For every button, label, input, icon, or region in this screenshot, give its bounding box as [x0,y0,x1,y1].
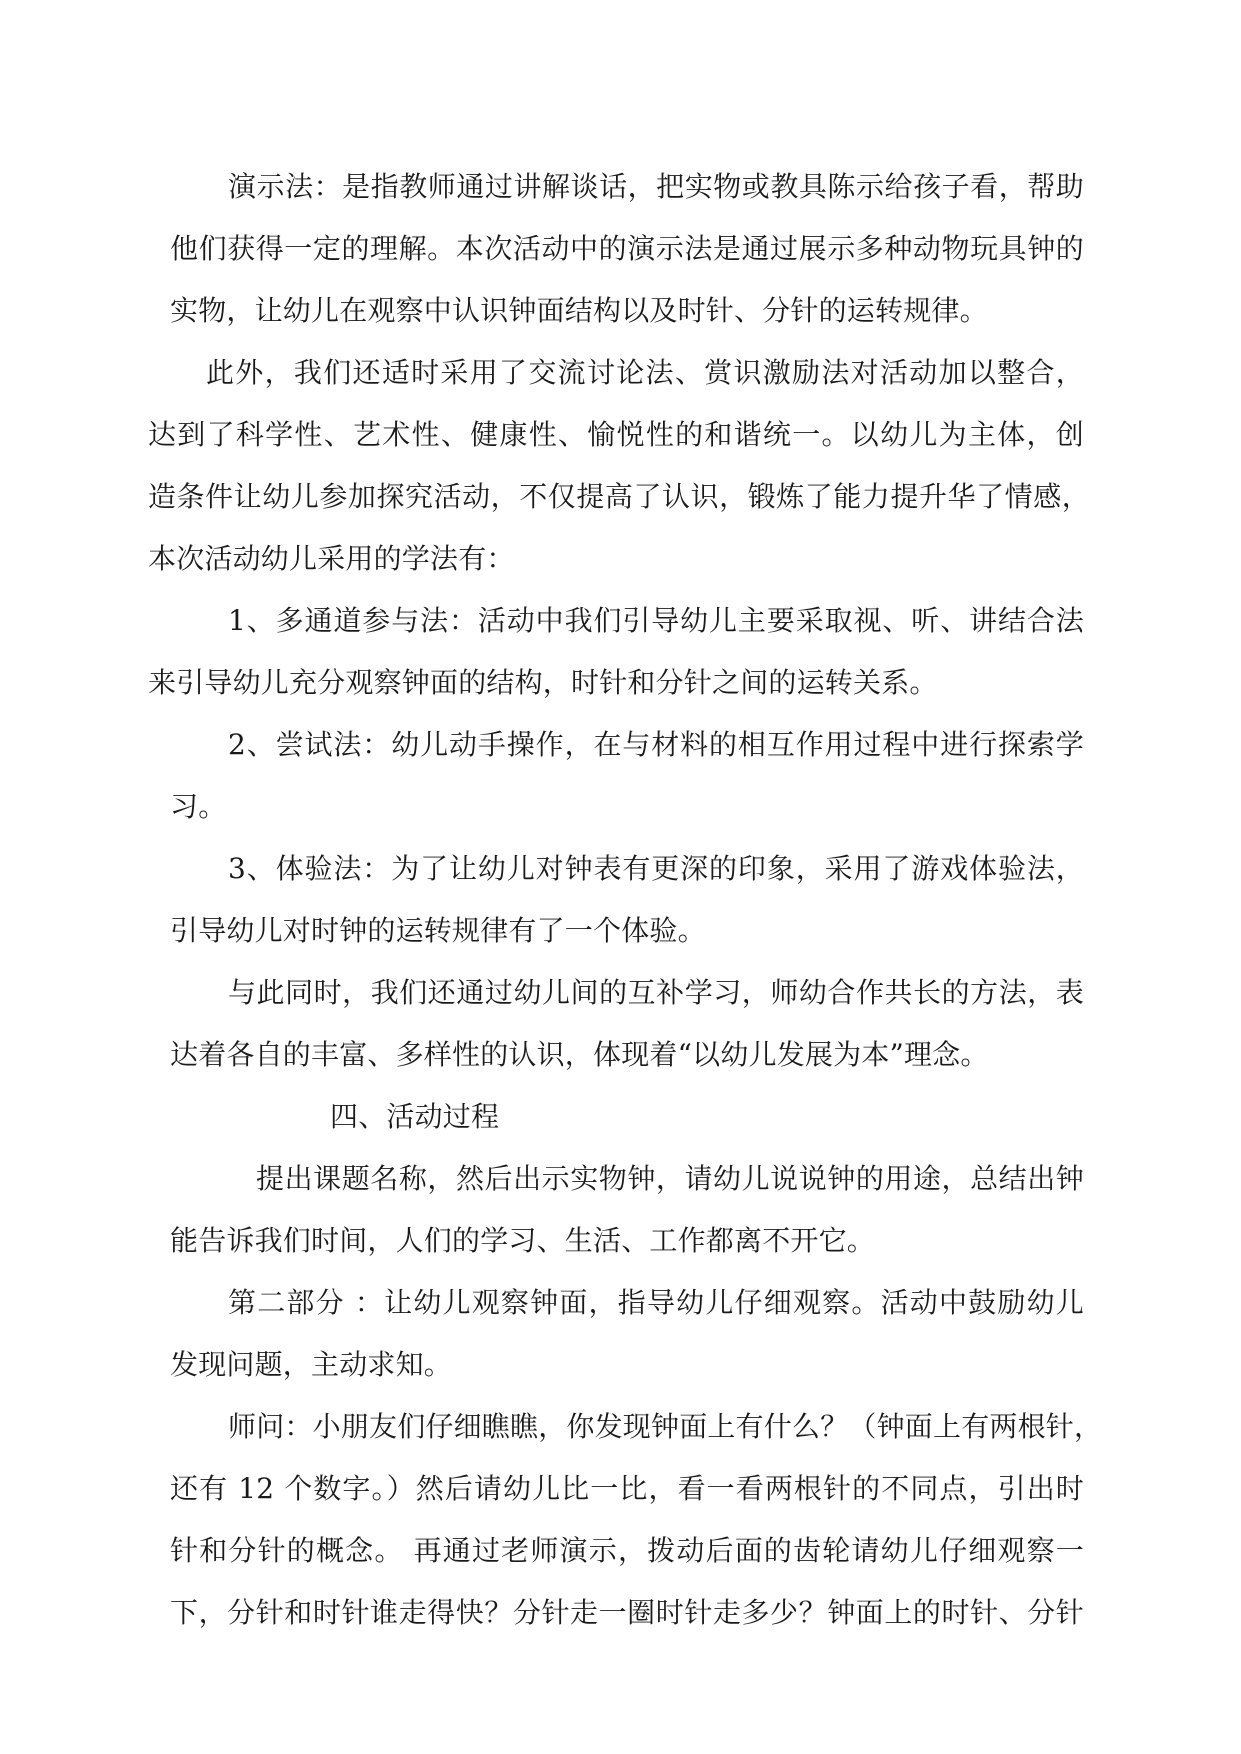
text-line: 引导幼儿对时钟的运转规律有了一个体验。 [170,914,706,947]
text-line: 下，分针和时针谁走得快？分针走一圈时针走多少？钟面上的时针、分针 [170,1596,1084,1629]
text-line: 达到了科学性、艺术性、健康性、愉悦性的和谐统一。以幼儿为主体，创 [148,418,1084,451]
text-line: 提出课题名称，然后出示实物钟，请幼儿说说钟的用途，总结出钟 [256,1162,1084,1195]
text-line: 能告诉我们时间，人们的学习、生活、工作都离不开它。 [170,1224,876,1257]
text-line: 本次活动幼儿采用的学法有： [148,542,515,575]
text-line: 第二部分 ：让幼儿观察钟面，指导幼儿仔细观察。活动中鼓励幼儿 [228,1286,1084,1319]
text-line: 造条件让幼儿参加探究活动，不仅提高了认识，锻炼了能力提升华了情感， [148,480,1090,513]
text-line: 3、体验法：为了让幼儿对钟表有更深的印象，采用了游戏体验法， [228,852,1084,885]
text-line: 演示法：是指教师通过讲解谈话，把实物或教具陈示给孩子看，帮助 [228,170,1084,203]
text-line: 实物，让幼儿在观察中认识钟面结构以及时针、分针的运转规律。 [170,294,988,327]
text-line: 师问：小朋友们仔细瞧瞧，你发现钟面上有什么？（钟面上有两根针， [228,1410,1103,1443]
text-line: 1、多通道参与法：活动中我们引导幼儿主要采取视、听、讲结合法 [228,604,1084,637]
section-heading: 四、活动过程 [330,1100,500,1133]
text-line: 针和分针的概念。 再通过老师演示，拨动后面的齿轮请幼儿仔细观察一 [170,1534,1084,1567]
text-line: 还有 12 个数字。）然后请幼儿比一比，看一看两根针的不同点，引出时 [170,1472,1084,1505]
text-line: 他们获得一定的理解。本次活动中的演示法是通过展示多种动物玩具钟的 [170,232,1084,265]
text-line: 发现问题，主动求知。 [170,1348,453,1381]
text-line: 习。 [170,790,227,823]
text-line: 来引导幼儿充分观察钟面的结构，时针和分针之间的运转关系。 [148,666,938,699]
text-line: 此外，我们还适时采用了交流讨论法、赏识激励法对活动加以整合， [206,356,1084,389]
text-line: 与此同时，我们还通过幼儿间的互补学习，师幼合作共长的方法，表 [228,976,1084,1009]
text-line: 2、尝试法：幼儿动手操作，在与材料的相互作用过程中进行探索学 [228,728,1084,761]
text-line: 达着各自的丰富、多样性的认识，体现着“以幼儿发展为本”理念。 [170,1038,989,1071]
